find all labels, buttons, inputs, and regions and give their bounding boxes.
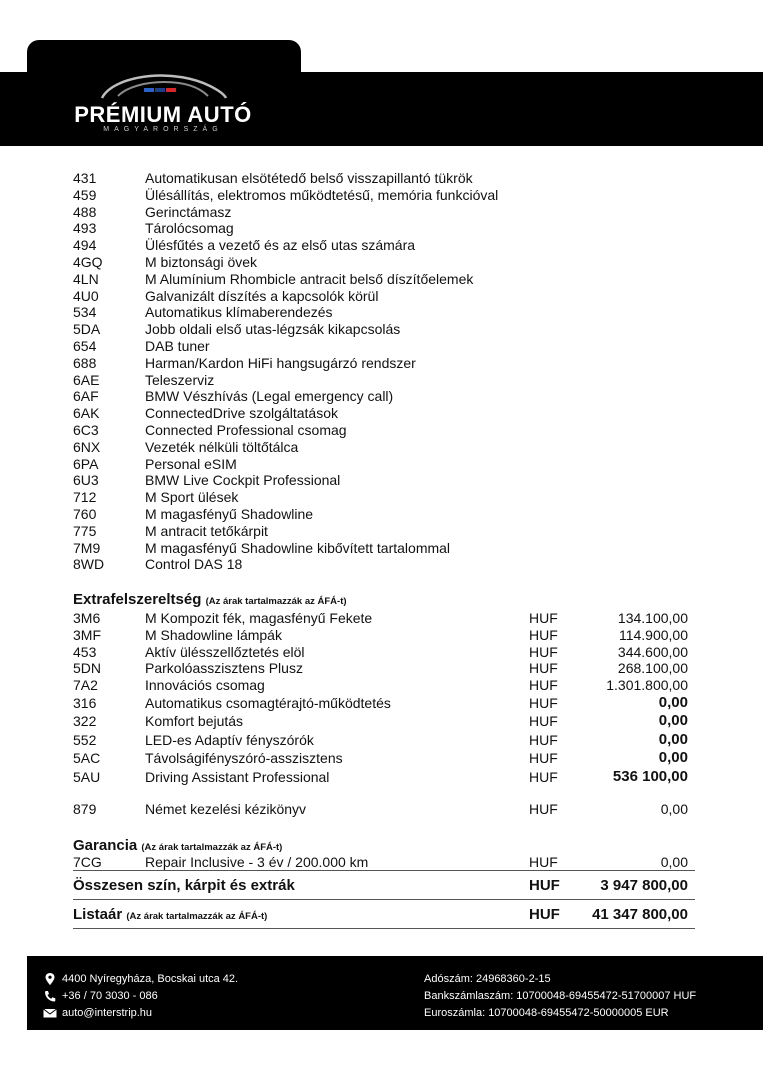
list-item (73, 388, 693, 405)
warranty-row (73, 854, 693, 870)
option-desc: Harman/Kardon HiFi hangsugárzó rendszer (145, 354, 416, 371)
tax-line: Adószám: 24968360-2-15 (424, 972, 551, 985)
extra-desc: Távolságifényszóró-asszisztens (145, 750, 343, 767)
extra-price: 0,00 (658, 749, 688, 767)
option-desc: Personal eSIM (145, 455, 237, 472)
option-code: 688 (73, 354, 97, 371)
list-item (73, 187, 693, 204)
option-code: 488 (73, 203, 97, 220)
option-desc: Automatikusan elsötétedő belső visszapillantó tükrök (145, 170, 473, 186)
extra-currency: HUF (529, 610, 558, 626)
list-item (73, 204, 693, 221)
car-logo-icon (98, 72, 228, 102)
list-item (73, 372, 693, 389)
euro-line: Euroszámla: 10700048-69455472-50000005 EUR (424, 1006, 669, 1019)
brand-subtitle: MAGYARORSZÁG (103, 126, 223, 133)
option-code: 4GQ (73, 253, 103, 270)
option-desc: M magasfényű Shadowline kibővített tartalommal (145, 539, 451, 556)
list-item (73, 556, 693, 573)
email-text: auto@interstrip.hu (62, 1006, 153, 1019)
table-row (73, 644, 693, 661)
extra-currency: HUF (529, 643, 558, 660)
list-item (73, 254, 693, 271)
option-code: 494 (73, 237, 97, 254)
extra-price: 536 100,00 (612, 767, 688, 785)
sum-label: Összesen szín, kárpit és extrák (73, 877, 295, 894)
extra-desc: M Kompozit fék, magasfényű Fekete (145, 610, 373, 626)
list-item (73, 489, 693, 506)
table-row (73, 677, 693, 694)
option-desc: Vezeték nélküli töltőtálca (145, 438, 299, 455)
table-row (73, 712, 693, 730)
option-desc: Ülésállítás, elektromos működtetésű, memória funkcióval (145, 186, 499, 203)
phone-text: +36 / 70 3030 - 086 (62, 989, 158, 1002)
extra-price: 344.600,00 (617, 643, 688, 660)
manual-row (73, 801, 693, 817)
list-price-label: Listaár (73, 906, 123, 923)
list-item (73, 506, 693, 523)
option-code: 775 (73, 522, 97, 539)
contact-block (43, 970, 238, 1021)
option-desc: M Sport ülések (145, 489, 239, 506)
phone-line (43, 987, 238, 1004)
option-desc: Ülésfűtés a vezető és az első utas számára (145, 237, 416, 254)
phone-icon (43, 990, 57, 1002)
extra-code: 5DN (73, 660, 102, 677)
bank-line: Bankszámlaszám: 10700048-69455472-51700007 HUF (424, 989, 697, 1002)
option-desc: M Alumínium Rhombicle antracit belső díszítőelemek (145, 270, 474, 287)
address-line (43, 970, 238, 987)
location-pin-icon (43, 973, 57, 985)
extra-currency: HUF (529, 713, 558, 730)
option-code: 7M9 (73, 539, 101, 556)
sum-currency: HUF (529, 877, 560, 894)
address-text: 4400 Nyíregyháza, Bocskai utca 42. (62, 972, 239, 985)
extra-currency: HUF (529, 677, 558, 694)
list-item (73, 304, 693, 321)
bank-block (424, 970, 696, 1021)
sum-value: 3 947 800,00 (600, 877, 688, 894)
manual-desc: Német kezelési kézikönyv (145, 801, 307, 817)
option-code: 431 (73, 170, 97, 186)
extra-price: 134.100,00 (617, 610, 688, 626)
option-desc: ConnectedDrive szolgáltatások (145, 405, 338, 422)
warranty-price: 0,00 (660, 854, 688, 870)
option-desc: Control DAS 18 (145, 556, 243, 573)
option-code: 6AF (73, 388, 99, 405)
extra-desc: Aktív ülésszellőztetés elöl (145, 643, 305, 660)
manual-price: 0,00 (660, 801, 688, 817)
list-item (73, 439, 693, 456)
divider (73, 870, 695, 871)
extra-currency: HUF (529, 768, 558, 785)
table-row (73, 731, 693, 749)
extra-desc: Innovációs csomag (145, 677, 265, 694)
table-row (73, 694, 693, 712)
envelope-icon (43, 1007, 57, 1019)
table-row (73, 768, 693, 786)
option-desc: Gerinctámasz (145, 203, 232, 220)
option-desc: M magasfényű Shadowline (145, 505, 314, 522)
extra-price: 0,00 (658, 693, 688, 711)
list-item (73, 271, 693, 288)
option-desc: DAB tuner (145, 337, 210, 354)
list-item (73, 540, 693, 557)
extra-price: 1.301.800,00 (606, 677, 688, 694)
list-item (73, 321, 693, 338)
option-desc: Galvanizált díszítés a kapcsolók körül (145, 287, 379, 304)
extra-code: 453 (73, 643, 97, 660)
option-code: 654 (73, 337, 97, 354)
option-desc: Automatikus klímaberendezés (145, 304, 333, 321)
list-item (73, 422, 693, 439)
sum-row (73, 877, 693, 894)
brand-logo (58, 72, 268, 138)
option-code: 459 (73, 186, 97, 203)
option-desc: M biztonsági övek (145, 253, 258, 270)
extra-currency: HUF (529, 694, 558, 711)
email-line (43, 1004, 238, 1021)
list-price-note: (Az árak tartalmazzák az ÁFÁ-t) (126, 911, 268, 922)
extra-currency: HUF (529, 626, 558, 643)
manual-code: 879 (73, 801, 97, 817)
extra-code: 7A2 (73, 677, 98, 694)
list-item (73, 237, 693, 254)
list-item (73, 355, 693, 372)
option-code: 6NX (73, 438, 101, 455)
option-desc: BMW Live Cockpit Professional (145, 472, 341, 489)
option-code: 760 (73, 505, 97, 522)
option-code: 4LN (73, 270, 99, 287)
table-row (73, 610, 693, 627)
extra-desc: LED-es Adaptív fényszórók (145, 731, 314, 748)
brand-name: PRÉMIUM AUTÓ (74, 102, 252, 127)
extra-title: Extrafelszereltség (73, 591, 202, 608)
extra-list (73, 610, 693, 786)
list-item (73, 472, 693, 489)
option-code: 712 (73, 489, 97, 506)
warranty-title: Garancia (73, 837, 138, 854)
divider (73, 928, 695, 929)
extra-price: 268.100,00 (617, 660, 688, 677)
extra-price: 0,00 (658, 712, 688, 730)
list-item (73, 338, 693, 355)
extra-note: (Az árak tartalmazzák az ÁFÁ-t) (205, 596, 347, 607)
table-row (73, 749, 693, 767)
option-code: 5DA (73, 321, 101, 338)
extra-section-title (73, 591, 347, 608)
extra-desc: Automatikus csomagtérajtó-működtetés (145, 694, 391, 711)
extra-code: 552 (73, 731, 97, 748)
option-desc: Teleszerviz (145, 371, 215, 388)
option-code: 4U0 (73, 287, 99, 304)
extra-desc: Parkolóasszisztens Plusz (145, 660, 303, 677)
options-list (73, 170, 693, 573)
extra-currency: HUF (529, 750, 558, 767)
manual-currency: HUF (529, 801, 558, 817)
list-item (73, 170, 693, 187)
list-item (73, 405, 693, 422)
list-price-row (73, 906, 693, 923)
extra-desc: M Shadowline lámpák (145, 626, 282, 643)
extra-code: 5AC (73, 750, 101, 767)
list-item (73, 523, 693, 540)
option-code: 6AE (73, 371, 100, 388)
warranty-desc: Repair Inclusive - 3 év / 200.000 km (145, 854, 369, 870)
list-item (73, 456, 693, 473)
list-price-value: 41 347 800,00 (592, 906, 688, 923)
option-code: 6U3 (73, 472, 99, 489)
warranty-note: (Az árak tartalmazzák az ÁFÁ-t) (141, 842, 283, 853)
extra-price: 0,00 (658, 730, 688, 748)
option-desc: Tárolócsomag (145, 220, 234, 237)
option-code: 6C3 (73, 421, 99, 438)
option-code: 6PA (73, 455, 99, 472)
extra-code: 5AU (73, 768, 101, 785)
extra-code: 316 (73, 694, 97, 711)
table-row (73, 627, 693, 644)
list-item (73, 220, 693, 237)
extra-code: 3MF (73, 626, 101, 643)
extra-desc: Driving Assistant Professional (145, 768, 330, 785)
option-desc: Connected Professional csomag (145, 421, 347, 438)
table-row (73, 660, 693, 677)
list-price-label-group (73, 906, 529, 923)
option-code: 493 (73, 220, 97, 237)
list-item (73, 288, 693, 305)
warranty-code: 7CG (73, 854, 102, 870)
divider (73, 899, 695, 900)
option-desc: BMW Vészhívás (Legal emergency call) (145, 388, 394, 405)
extra-code: 322 (73, 713, 97, 730)
extra-desc: Komfort bejutás (145, 713, 244, 730)
warranty-currency: HUF (529, 854, 558, 870)
extra-currency: HUF (529, 731, 558, 748)
footer (27, 956, 763, 1030)
option-desc: Jobb oldali első utas-légzsák kikapcsolás (145, 321, 401, 338)
option-desc: M antracit tetőkárpit (145, 522, 268, 539)
extra-code: 3M6 (73, 610, 101, 626)
warranty-section-title (73, 837, 282, 854)
extra-price: 114.900,00 (618, 626, 688, 643)
extra-currency: HUF (529, 660, 558, 677)
list-price-currency: HUF (529, 906, 560, 923)
option-code: 534 (73, 304, 97, 321)
option-code: 8WD (73, 556, 105, 573)
option-code: 6AK (73, 405, 100, 422)
